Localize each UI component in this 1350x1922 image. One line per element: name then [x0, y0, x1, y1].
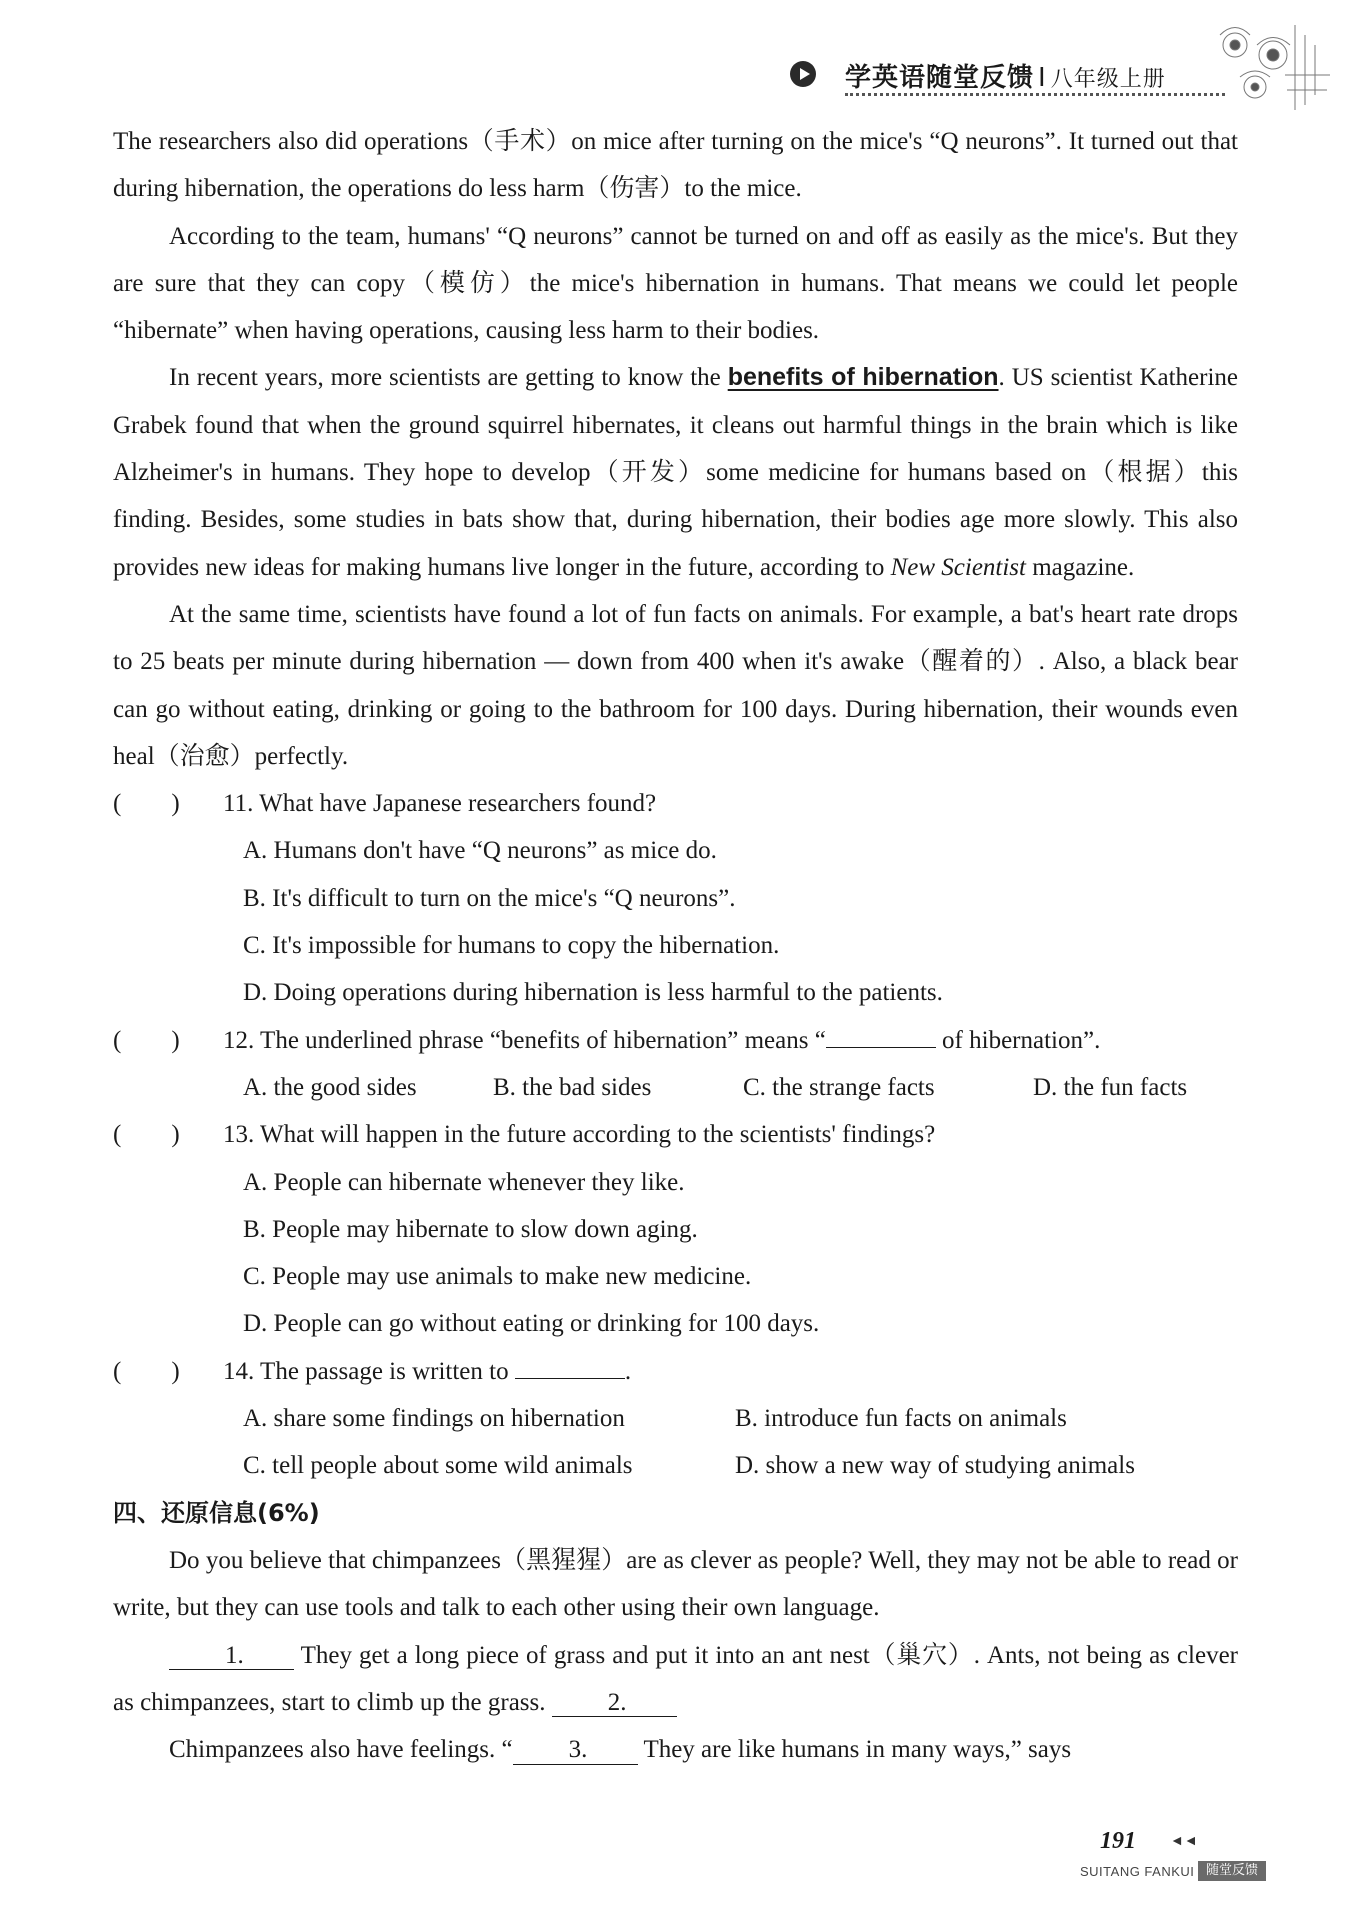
answer-bracket[interactable]: ( )	[113, 1026, 180, 1054]
option: C. tell people about some wild animals	[243, 1452, 633, 1480]
option: D. Doing operations during hibernation is less harmful to the patients.	[243, 979, 943, 1007]
fill-blank[interactable]	[826, 1025, 936, 1048]
page-footer	[1080, 1828, 1320, 1888]
question-11: ( ) 11. What have Japanese researchers found?	[113, 780, 1238, 827]
option: C. People may use animals to make new medicine.	[243, 1263, 752, 1291]
page-content	[113, 118, 1238, 1773]
option: B. the bad sides	[493, 1073, 652, 1101]
footer-badge: 随堂反馈	[1198, 1861, 1266, 1881]
answer-bracket[interactable]: ( )	[113, 1121, 180, 1149]
option-row	[113, 1395, 1238, 1442]
option: A. Humans don't have “Q neurons” as mice do.	[243, 837, 717, 865]
passage-paragraph: 1. They get a long piece of grass and put it into an ant nest（巢穴）. Ants, not being as clever as chimpanzees, start to climb up the grass. 2.	[113, 1641, 1238, 1716]
option: C. the strange facts	[743, 1073, 935, 1101]
option: B. It's difficult to turn on the mice's “Q neurons”.	[243, 884, 736, 912]
answer-bracket[interactable]: ( )	[113, 1357, 180, 1385]
page-number: 191	[1100, 1828, 1136, 1854]
play-icon	[790, 61, 816, 87]
passage-paragraph: The researchers also did operations（手术）on mice after turning on the mice's “Q neurons”. It turned out that during hibernation, the operations do less harm（伤害）to the mice.	[113, 128, 1238, 203]
passage-paragraph: In recent years, more scientists are getting to know the benefits of hibernation. US scientist Katherine Grabek found that when the ground squirrel hibernates, it cleans out harmful things in the brain which is like Alzheimer's in humans. They hope to develop（开发）some medicine for humans based on（根据）this finding. Besides, some studies in bats show that, during hibernation, their bodies age more slowly. This also provides new ideas for making humans live longer in the future, according to New Scientist magazine.	[113, 363, 1239, 581]
fill-blank-3[interactable]: 3.	[513, 1736, 638, 1765]
option: B. introduce fun facts on animals	[735, 1405, 1067, 1433]
footer-label: SUITANG FANKUI	[1080, 1864, 1195, 1879]
question-13: ( ) 13. What will happen in the future according to the scientists' findings?	[113, 1111, 1238, 1158]
header-title: 学英语随堂反馈 I 八年级上册	[845, 63, 1166, 93]
option: A. People can hibernate whenever they like.	[243, 1168, 685, 1196]
passage-paragraph: At the same time, scientists have found a lot of fun facts on animals. For example, a bat's heart rate drops to 25 beats per minute during hibernation — down from 400 when it's awake（醒着的）. Also, a black bear can go without eating, drinking or going to the bathroom for 100 days. During hibernation, their wounds even heal（治愈）perfectly.	[113, 600, 1238, 770]
section-title: 四、还原信息(6%)	[113, 1498, 320, 1527]
option-row	[113, 1064, 1238, 1111]
passage-paragraph: Do you believe that chimpanzees（黑猩猩）are as clever as people? Well, they may not be able to read or write, but they can use tools and talk to each other using their own language.	[113, 1546, 1238, 1622]
double-arrow-icon: ◄◄	[1170, 1834, 1198, 1849]
passage-paragraph: According to the team, humans' “Q neurons” cannot be turned on and off as easily as the mice's. But they are sure that they can copy（模仿）the mice's hibernation in humans. That means we could let people “hibernate” when having operations, causing less harm to their bodies.	[113, 222, 1238, 345]
flower-decoration-icon	[1195, 15, 1335, 115]
underlined-phrase: benefits of hibernation	[727, 363, 999, 392]
option: A. the good sides	[243, 1073, 417, 1101]
question-12: ( ) 12. The underlined phrase “benefits of hibernation” means “ of hibernation”.	[113, 1017, 1238, 1064]
fill-blank[interactable]	[515, 1356, 625, 1379]
option-row	[113, 1442, 1238, 1489]
option: C. It's impossible for humans to copy the hibernation.	[243, 932, 780, 960]
header-divider	[845, 93, 1225, 96]
magazine-name: New Scientist	[890, 553, 1026, 581]
option: A. share some findings on hibernation	[243, 1405, 625, 1433]
option: D. the fun facts	[1033, 1073, 1188, 1101]
passage-paragraph: Chimpanzees also have feelings. “ 3. They are like humans in many ways,” says	[169, 1736, 1072, 1764]
option: D. People can go without eating or drinking for 100 days.	[243, 1310, 820, 1338]
fill-blank-1[interactable]: 1.	[169, 1642, 294, 1671]
option: B. People may hibernate to slow down aging.	[243, 1215, 698, 1243]
answer-bracket[interactable]: ( )	[113, 790, 180, 818]
option: D. show a new way of studying animals	[735, 1452, 1135, 1480]
question-14: ( ) 14. The passage is written to .	[113, 1348, 1238, 1395]
fill-blank-2[interactable]: 2.	[552, 1689, 677, 1718]
